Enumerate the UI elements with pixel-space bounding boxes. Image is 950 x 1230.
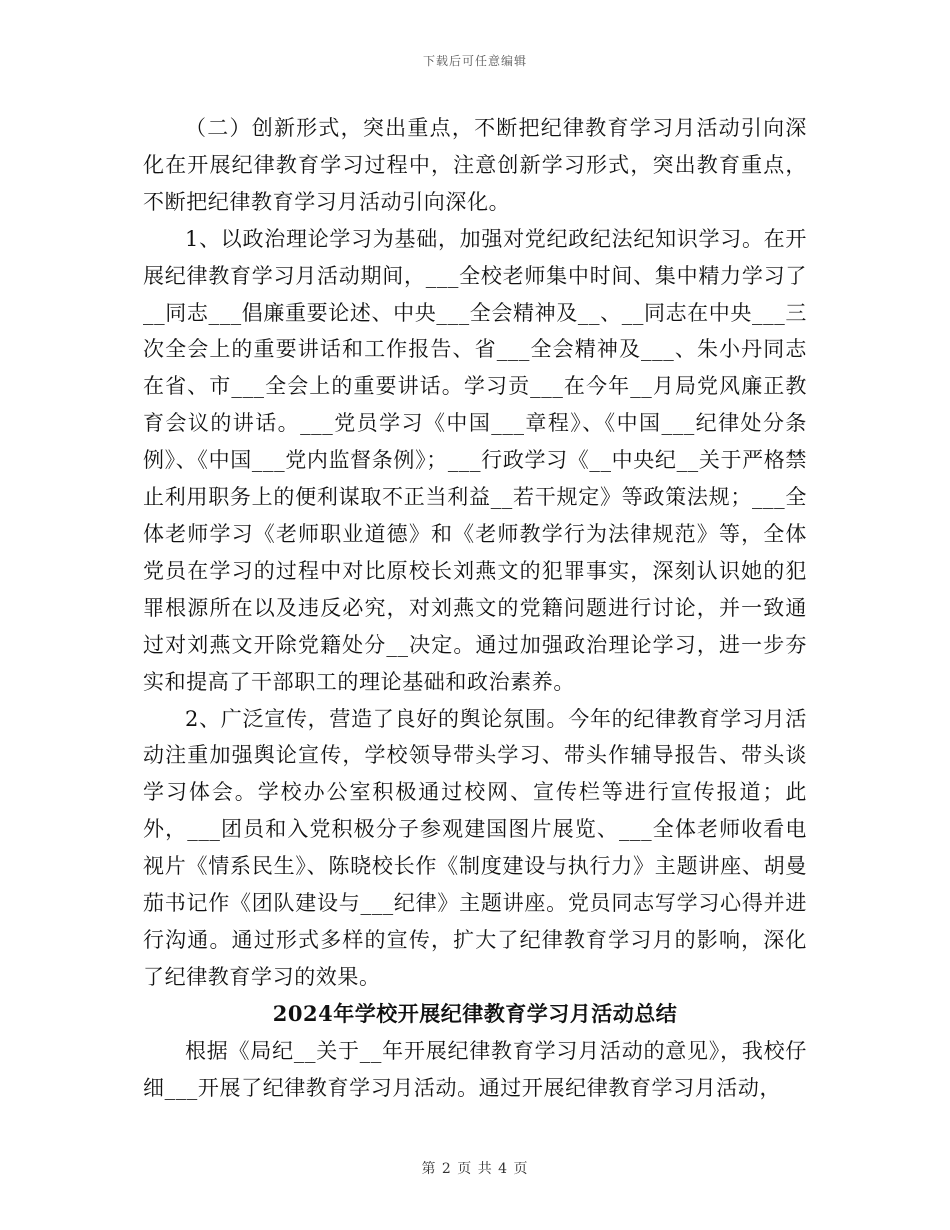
paragraph-innovation: （二）创新形式，突出重点，不断把纪律教育学习月活动引向深化在开展纪律教育学习过程中，注意创新学习形式，突出教育重点，不断把纪律教育学习月活动引向深化。: [143, 116, 807, 214]
page-footer: 第 2 页 共 4 页: [421, 1161, 529, 1177]
section-title: 2024年学校开展纪律教育学习月活动总结: [272, 1000, 678, 1026]
document-body: [143, 110, 807, 1106]
paragraph-opening: 根据《局纪__关于__年开展纪律教育学习月活动的意见》，我校仔细___开展了纪律教育学习月活动。通过开展纪律教育学习月活动，: [143, 1038, 807, 1100]
paragraph-publicity: 2、广泛宣传，营造了良好的舆论氛围。今年的纪律教育学习月活动注重加强舆论宣传，学校领导带头学习、带头作辅导报告、带头谈学习体会。学校办公室积极通过校网、宣传栏等进行宣传报道；此外，___团员和入党积极分子参观建国图片展览、___全体老师收看电视片《情系民生》、陈晓校长作《制度建设与执行力》主题讲座、胡曼茄书记作《团队建设与___纪律》主题讲座。党员同志写学习心得并进行沟通。通过形式多样的宣传，扩大了纪律教育学习月的影响，深化了纪律教育学习的效果。: [143, 706, 807, 989]
page-header: 下载后可任意编辑: [422, 54, 527, 68]
paragraph-political-theory: 1、以政治理论学习为基础，加强对党纪政纪法纪知识学习。在开展纪律教育学习月活动期间，___全校老师集中时间、集中精力学习了__同志___倡廉重要论述、中央___全会精神及__、__同志在中央___三次全会上的重要讲话和工作报告、省___全会精神及___、朱小丹同志在省、市___全会上的重要讲话。学习贡___在今年__月局党风廉正教育会议的讲话。___党员学习《中国___章程》、《中国___纪律处分条例》、《中国___党内监督条例》；___行政学习《__中央纪__关于严格禁止利用职务上的便利谋取不正当利益__若干规定》等政策法规；___全体老师学习《老师职业道德》和《老师教学行为法律规范》等，全体党员在学习的过程中对比原校长刘燕文的犯罪事实，深刻认识她的犯罪根源所在以及违反必究，对刘燕文的党籍问题进行讨论，并一致通过对刘燕文开除党籍处分__决定。通过加强政治理论学习，进一步夯实和提高了干部职工的理论基础和政治素养。: [143, 226, 807, 694]
